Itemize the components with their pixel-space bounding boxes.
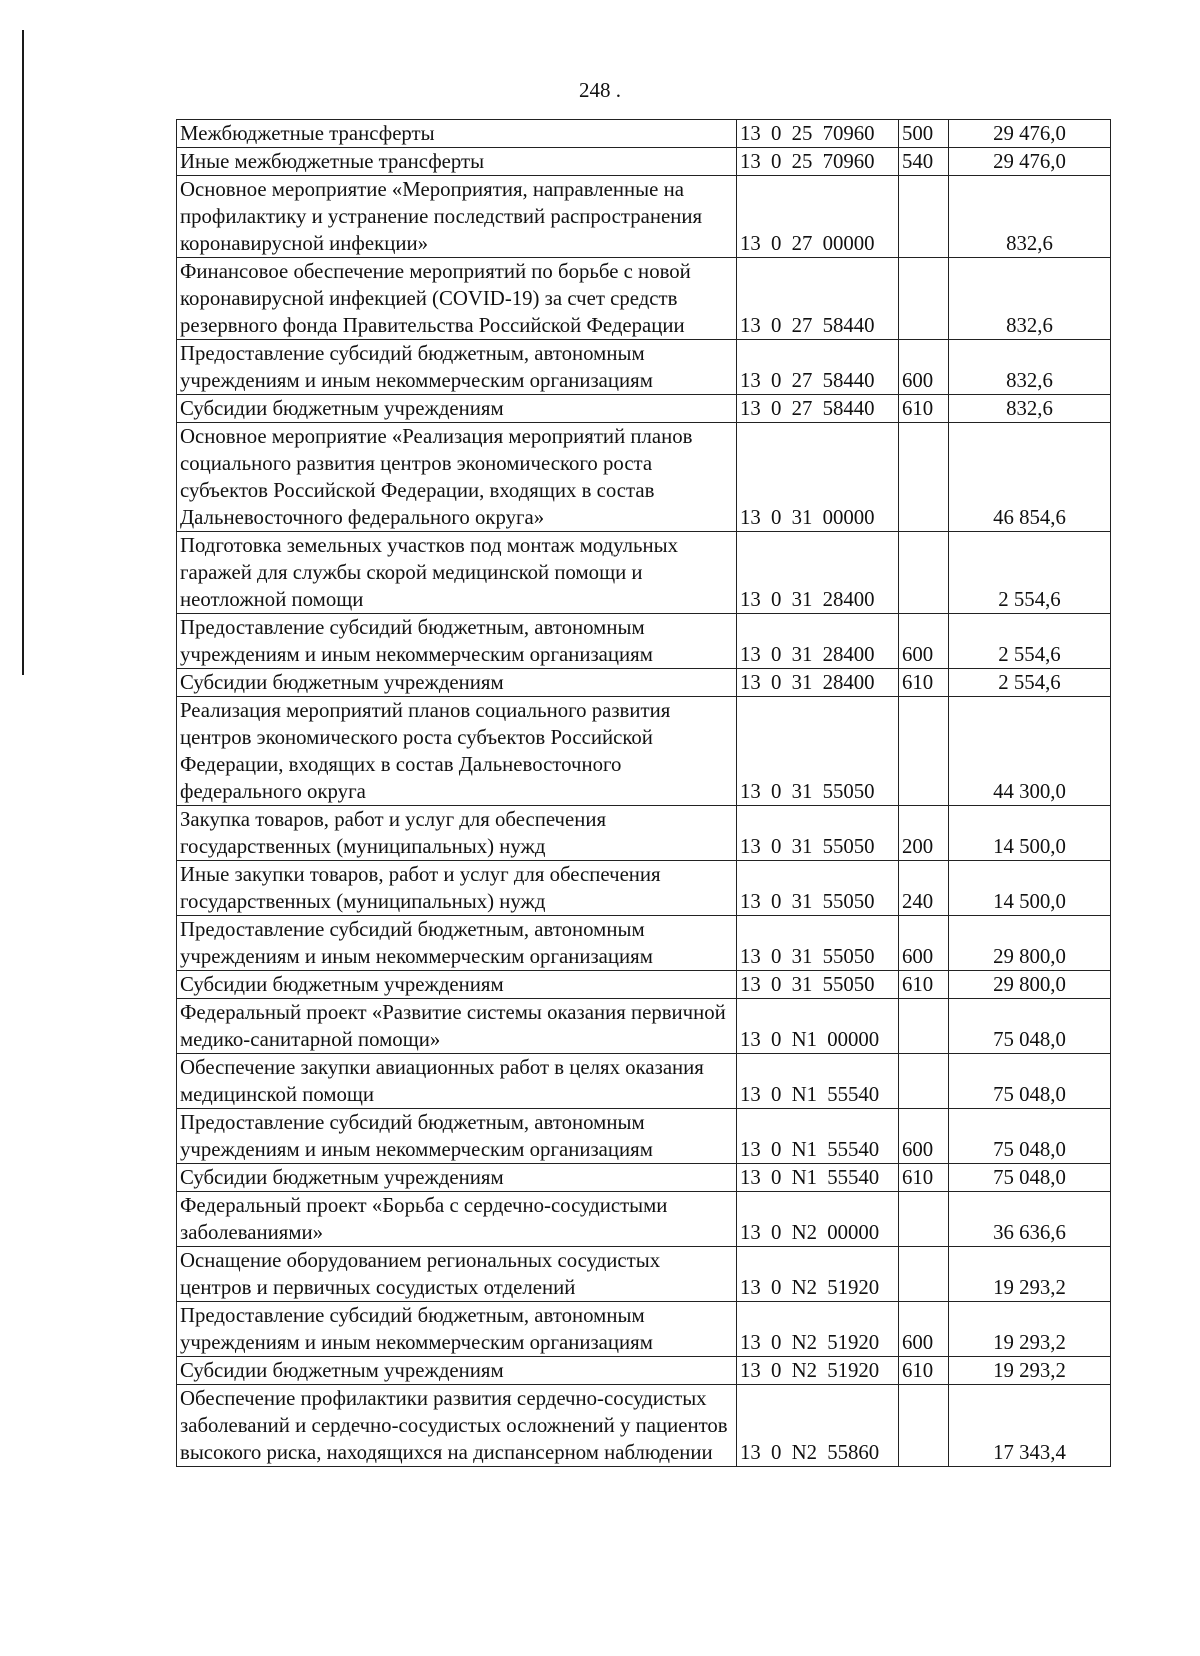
row-name-cell: Предоставление субсидий бюджетным, автономным учреждениям и иным некоммерческим организациям <box>177 1109 737 1164</box>
row-name-cell: Закупка товаров, работ и услуг для обеспечения государственных (муниципальных) нужд <box>177 806 737 861</box>
table-row <box>177 697 1111 806</box>
row-sum-cell: 832,6 <box>949 176 1111 258</box>
row-code-cell: 13 0 25 70960 <box>737 148 899 176</box>
row-type-cell <box>899 1385 949 1467</box>
row-sum-cell: 46 854,6 <box>949 423 1111 532</box>
row-name-cell: Иные межбюджетные трансферты <box>177 148 737 176</box>
row-code-cell: 13 0 31 00000 <box>737 423 899 532</box>
row-code-cell: 13 0 31 55050 <box>737 806 899 861</box>
row-name-cell: Иные закупки товаров, работ и услуг для обеспечения государственных (муниципальных) нужд <box>177 861 737 916</box>
row-type-cell <box>899 176 949 258</box>
row-name-cell: Обеспечение профилактики развития сердечно-сосудистых заболеваний и сердечно-сосудистых осложнений у пациентов высокого риска, находящихся на диспансерном наблюдении <box>177 1385 737 1467</box>
row-name-cell: Финансовое обеспечение мероприятий по борьбе с новой коронавирусной инфекцией (COVID-19) за счет средств резервного фонда Правительства Российской Федерации <box>177 258 737 340</box>
row-sum-cell: 75 048,0 <box>949 1109 1111 1164</box>
row-type-cell <box>899 423 949 532</box>
table-row <box>177 532 1111 614</box>
table-row <box>177 614 1111 669</box>
row-code-cell: 13 0 25 70960 <box>737 120 899 148</box>
row-type-cell: 540 <box>899 148 949 176</box>
row-code-cell: 13 0 31 28400 <box>737 669 899 697</box>
row-name-cell: Оснащение оборудованием региональных сосудистых центров и первичных сосудистых отделений <box>177 1247 737 1302</box>
row-type-cell: 610 <box>899 395 949 423</box>
row-name-cell: Подготовка земельных участков под монтаж модульных гаражей для службы скорой медицинской помощи и неотложной помощи <box>177 532 737 614</box>
row-code-cell: 13 0 N1 55540 <box>737 1164 899 1192</box>
table-row <box>177 1247 1111 1302</box>
row-sum-cell: 29 800,0 <box>949 971 1111 999</box>
row-type-cell: 610 <box>899 971 949 999</box>
row-name-cell: Предоставление субсидий бюджетным, автономным учреждениям и иным некоммерческим организациям <box>177 340 737 395</box>
row-name-cell: Предоставление субсидий бюджетным, автономным учреждениям и иным некоммерческим организациям <box>177 916 737 971</box>
row-sum-cell: 2 554,6 <box>949 614 1111 669</box>
row-type-cell <box>899 697 949 806</box>
row-code-cell: 13 0 31 55050 <box>737 697 899 806</box>
row-name-cell: Федеральный проект «Развитие системы оказания первичной медико-санитарной помощи» <box>177 999 737 1054</box>
row-type-cell: 500 <box>899 120 949 148</box>
scan-margin-line <box>22 30 24 675</box>
row-type-cell <box>899 1192 949 1247</box>
row-type-cell <box>899 532 949 614</box>
table-row <box>177 176 1111 258</box>
row-code-cell: 13 0 N2 51920 <box>737 1357 899 1385</box>
row-sum-cell: 14 500,0 <box>949 861 1111 916</box>
row-name-cell: Субсидии бюджетным учреждениям <box>177 1164 737 1192</box>
page-number: 248 . <box>579 78 621 102</box>
row-sum-cell: 75 048,0 <box>949 1164 1111 1192</box>
row-type-cell: 600 <box>899 1302 949 1357</box>
row-name-cell: Основное мероприятие «Мероприятия, направленные на профилактику и устранение последствий распространения коронавирусной инфекции» <box>177 176 737 258</box>
row-type-cell <box>899 1054 949 1109</box>
row-code-cell: 13 0 31 55050 <box>737 916 899 971</box>
row-code-cell: 13 0 N2 51920 <box>737 1247 899 1302</box>
row-code-cell: 13 0 27 00000 <box>737 176 899 258</box>
row-type-cell <box>899 1247 949 1302</box>
row-name-cell: Федеральный проект «Борьба с сердечно-сосудистыми заболеваниями» <box>177 1192 737 1247</box>
row-type-cell <box>899 999 949 1054</box>
table-row <box>177 340 1111 395</box>
row-name-cell: Основное мероприятие «Реализация мероприятий планов социального развития центров экономического роста субъектов Российской Федерации, входящих в состав Дальневосточного федерального округа» <box>177 423 737 532</box>
row-sum-cell: 19 293,2 <box>949 1302 1111 1357</box>
row-sum-cell: 29 476,0 <box>949 148 1111 176</box>
row-name-cell: Субсидии бюджетным учреждениям <box>177 395 737 423</box>
row-type-cell: 610 <box>899 1357 949 1385</box>
table-row <box>177 1357 1111 1385</box>
row-sum-cell: 29 800,0 <box>949 916 1111 971</box>
row-type-cell: 600 <box>899 340 949 395</box>
row-code-cell: 13 0 31 55050 <box>737 861 899 916</box>
row-type-cell: 200 <box>899 806 949 861</box>
table-row <box>177 669 1111 697</box>
row-name-cell: Предоставление субсидий бюджетным, автономным учреждениям и иным некоммерческим организациям <box>177 614 737 669</box>
row-sum-cell: 14 500,0 <box>949 806 1111 861</box>
row-code-cell: 13 0 27 58440 <box>737 340 899 395</box>
row-code-cell: 13 0 N2 55860 <box>737 1385 899 1467</box>
table-row <box>177 1164 1111 1192</box>
table-row <box>177 806 1111 861</box>
row-type-cell: 610 <box>899 1164 949 1192</box>
row-code-cell: 13 0 N1 55540 <box>737 1054 899 1109</box>
table-row <box>177 1192 1111 1247</box>
table-row <box>177 423 1111 532</box>
table-row <box>177 120 1111 148</box>
row-sum-cell: 36 636,6 <box>949 1192 1111 1247</box>
table-row <box>177 916 1111 971</box>
table-row <box>177 1109 1111 1164</box>
budget-table <box>176 119 1111 1467</box>
row-sum-cell: 75 048,0 <box>949 999 1111 1054</box>
row-sum-cell: 832,6 <box>949 340 1111 395</box>
row-code-cell: 13 0 27 58440 <box>737 258 899 340</box>
table-row <box>177 148 1111 176</box>
row-sum-cell: 2 554,6 <box>949 669 1111 697</box>
table-row <box>177 1385 1111 1467</box>
row-type-cell: 240 <box>899 861 949 916</box>
row-sum-cell: 44 300,0 <box>949 697 1111 806</box>
table-row <box>177 395 1111 423</box>
table-row <box>177 258 1111 340</box>
row-type-cell: 600 <box>899 614 949 669</box>
row-code-cell: 13 0 31 55050 <box>737 971 899 999</box>
row-code-cell: 13 0 N2 00000 <box>737 1192 899 1247</box>
row-type-cell: 600 <box>899 916 949 971</box>
row-name-cell: Обеспечение закупки авиационных работ в целях оказания медицинской помощи <box>177 1054 737 1109</box>
row-sum-cell: 75 048,0 <box>949 1054 1111 1109</box>
row-code-cell: 13 0 31 28400 <box>737 614 899 669</box>
row-code-cell: 13 0 N1 00000 <box>737 999 899 1054</box>
table-row <box>177 1054 1111 1109</box>
row-name-cell: Субсидии бюджетным учреждениям <box>177 669 737 697</box>
row-type-cell <box>899 258 949 340</box>
table-row <box>177 999 1111 1054</box>
row-sum-cell: 29 476,0 <box>949 120 1111 148</box>
row-sum-cell: 2 554,6 <box>949 532 1111 614</box>
row-type-cell: 600 <box>899 1109 949 1164</box>
row-name-cell: Межбюджетные трансферты <box>177 120 737 148</box>
row-sum-cell: 19 293,2 <box>949 1247 1111 1302</box>
table-row <box>177 1302 1111 1357</box>
row-sum-cell: 19 293,2 <box>949 1357 1111 1385</box>
row-code-cell: 13 0 N1 55540 <box>737 1109 899 1164</box>
row-type-cell: 610 <box>899 669 949 697</box>
row-name-cell: Субсидии бюджетным учреждениям <box>177 971 737 999</box>
row-sum-cell: 17 343,4 <box>949 1385 1111 1467</box>
row-sum-cell: 832,6 <box>949 395 1111 423</box>
row-name-cell: Субсидии бюджетным учреждениям <box>177 1357 737 1385</box>
row-name-cell: Предоставление субсидий бюджетным, автономным учреждениям и иным некоммерческим организациям <box>177 1302 737 1357</box>
row-name-cell: Реализация мероприятий планов социального развития центров экономического роста субъектов Российской Федерации, входящих в состав Дальневосточного федерального округа <box>177 697 737 806</box>
budget-table-body <box>177 120 1111 1467</box>
table-row <box>177 861 1111 916</box>
row-sum-cell: 832,6 <box>949 258 1111 340</box>
table-row <box>177 971 1111 999</box>
row-code-cell: 13 0 27 58440 <box>737 395 899 423</box>
row-code-cell: 13 0 31 28400 <box>737 532 899 614</box>
row-code-cell: 13 0 N2 51920 <box>737 1302 899 1357</box>
